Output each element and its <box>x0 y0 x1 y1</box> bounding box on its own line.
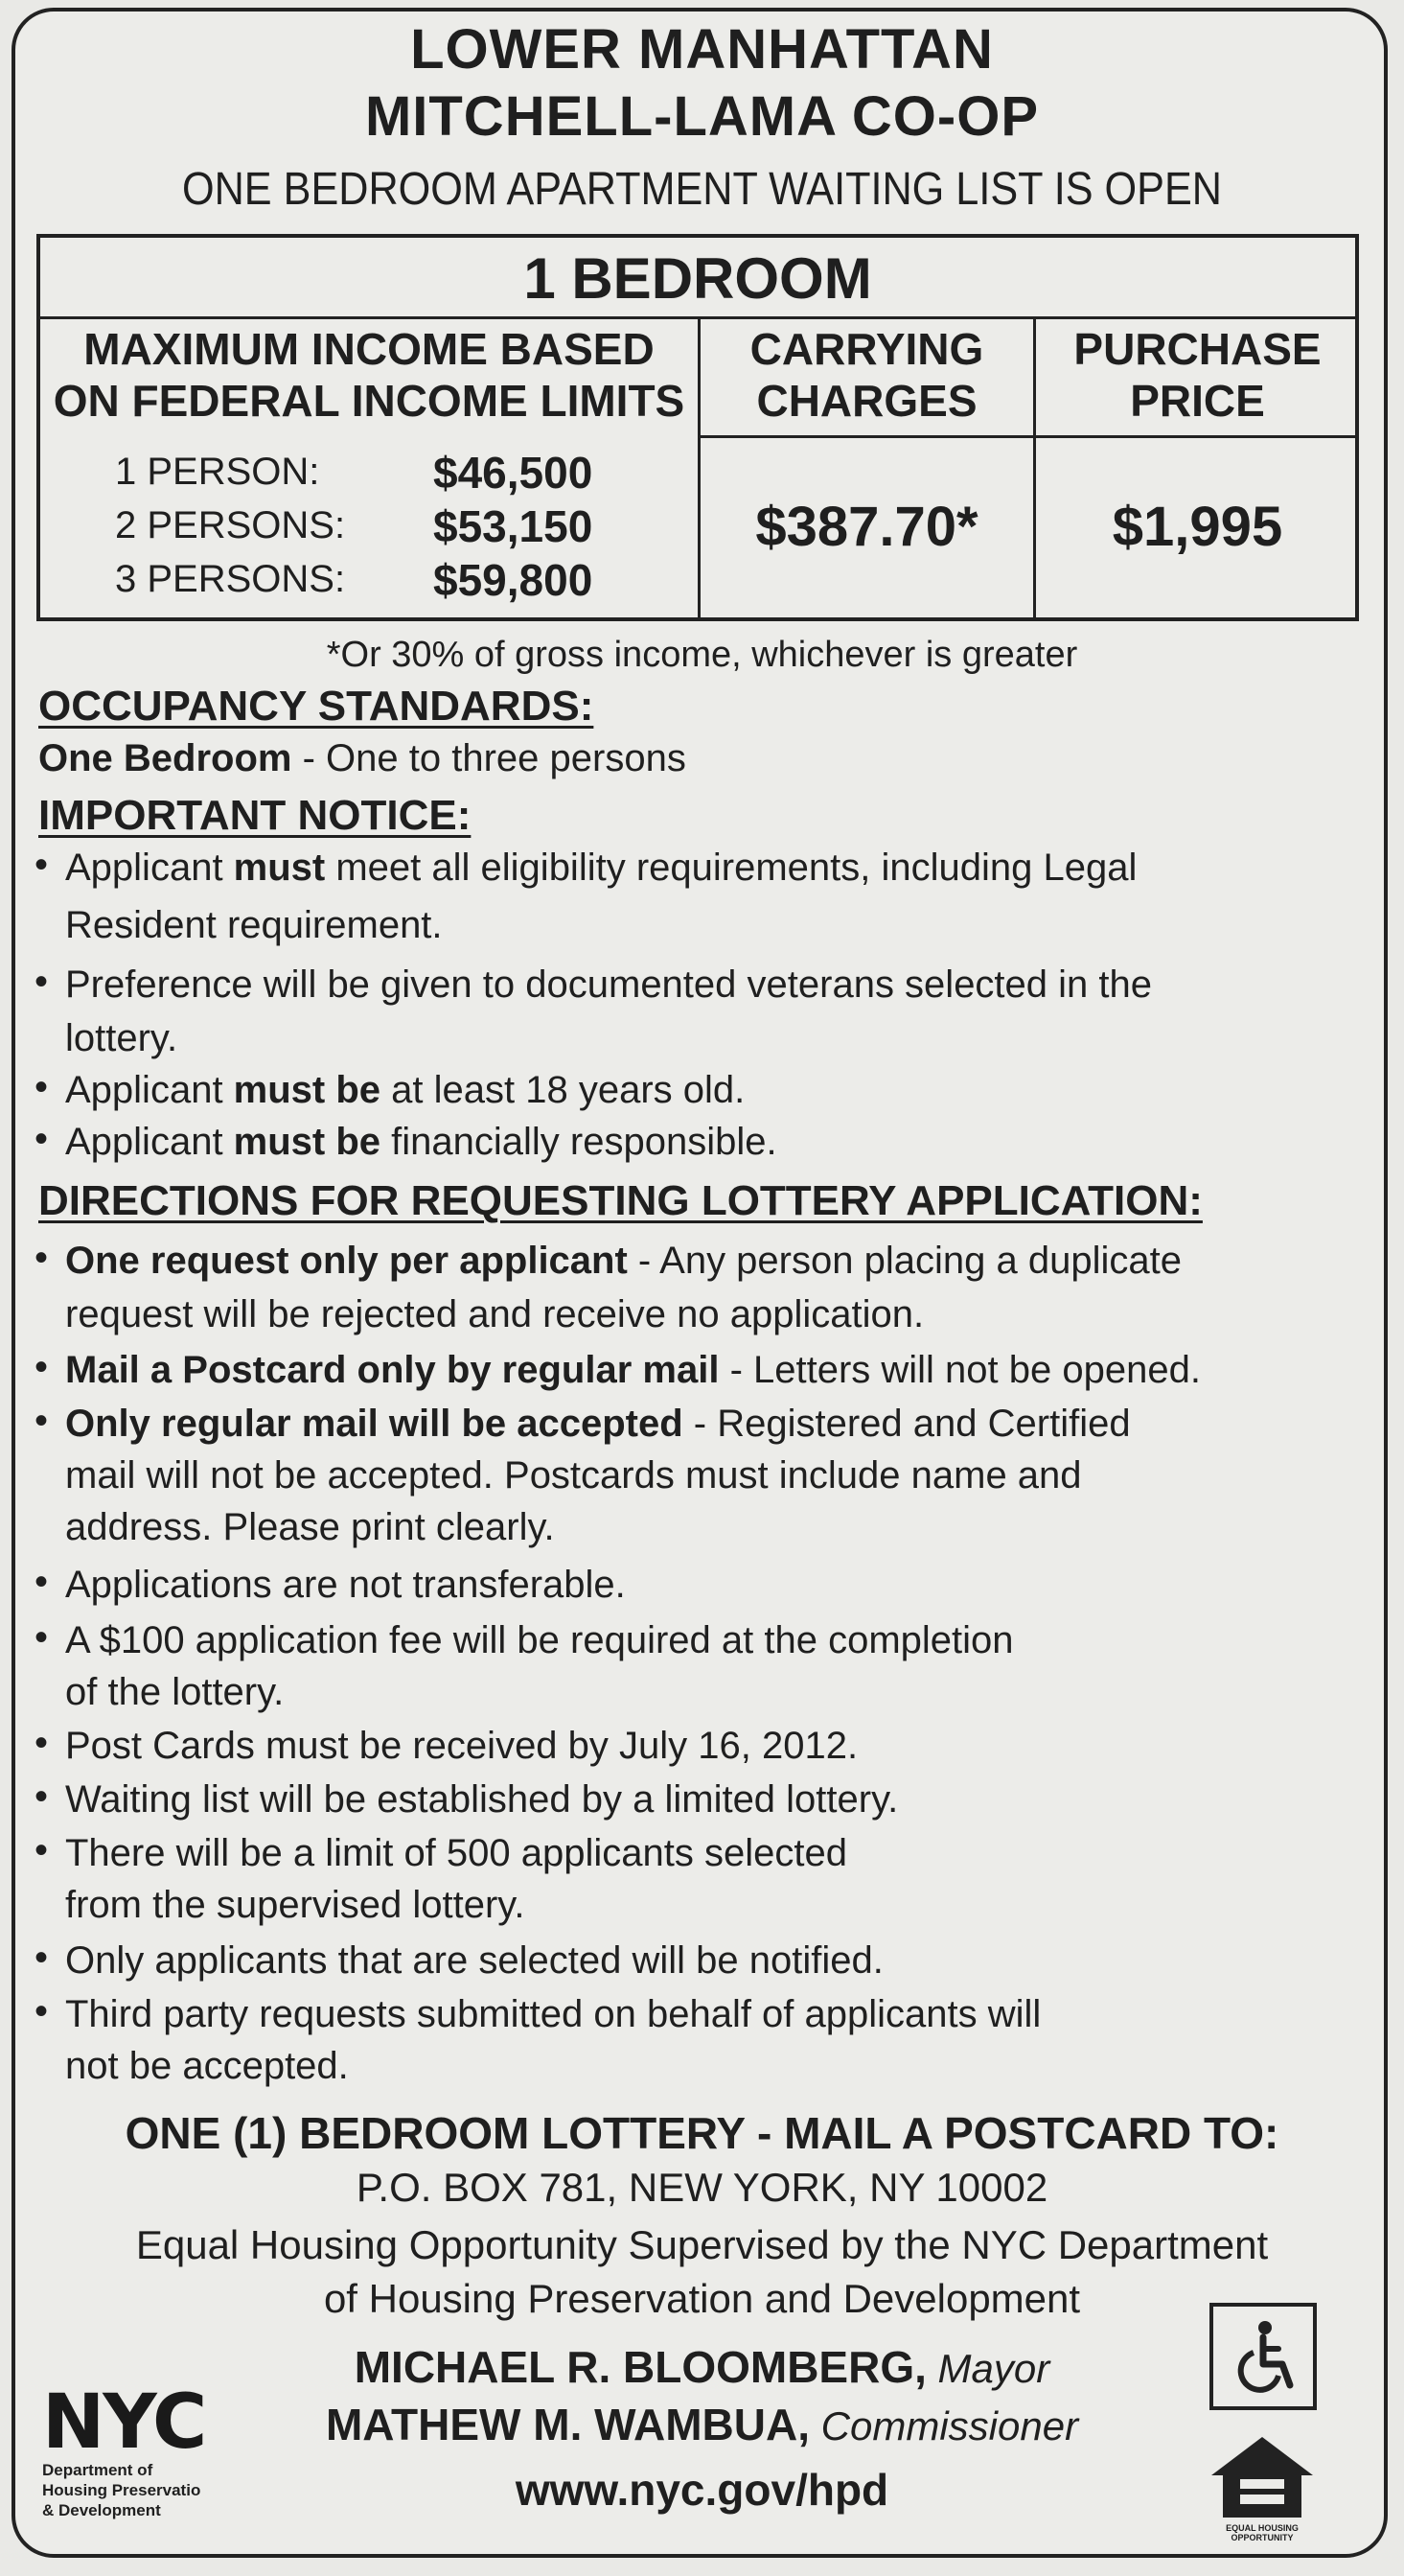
logo-line2: Housing Preservatio <box>42 2481 201 2499</box>
bullet: • <box>35 1346 49 1388</box>
carrying-header-line1: CARRYING <box>749 324 984 374</box>
direction-5-cont: of the lottery. <box>65 1671 285 1713</box>
bullet: • <box>35 1775 49 1818</box>
notice-item-4: Applicant must be financially responsible. <box>65 1121 777 1163</box>
title-line2: MITCHELL-LAMA CO-OP <box>364 85 1040 148</box>
notice-item-3: Applicant must be at least 18 years old. <box>65 1069 746 1111</box>
direction-4: Applications are not transferable. <box>65 1564 626 1606</box>
income-row-1-value: $46,500 <box>433 448 593 498</box>
direction-1: One request only per applicant - Any person placing a duplicate <box>65 1240 1182 1282</box>
direction-6: Post Cards must be received by July 16, 2012. <box>65 1725 859 1767</box>
commissioner-line <box>0 2399 1404 2450</box>
eho-line2: of Housing Preservation and Development <box>323 2276 1081 2321</box>
direction-8: There will be a limit of 500 applicants selected <box>65 1832 847 1874</box>
occupancy-text: - One to three persons <box>291 737 686 779</box>
mayor-title: Mayor <box>926 2346 1050 2391</box>
equal-housing-icon <box>1206 2431 1319 2546</box>
bullet: • <box>35 1990 49 2032</box>
website-link[interactable]: www.nyc.gov/hpd <box>515 2465 889 2515</box>
direction-8-cont: from the supervised lottery. <box>65 1884 525 1926</box>
income-row-1-label: 1 PERSON: <box>115 451 320 493</box>
direction-1-cont: request will be rejected and receive no application. <box>65 1293 925 1335</box>
logo-line1: Department of <box>42 2461 153 2479</box>
direction-5: A $100 application fee will be required at the completion <box>65 1619 1014 1661</box>
bullet: • <box>35 1829 49 1871</box>
notice-heading: IMPORTANT NOTICE: <box>38 792 472 839</box>
notice-item-1: Applicant must meet all eligibility requirements, including Legal <box>65 847 1138 889</box>
mail-heading: ONE (1) BEDROOM LOTTERY - MAIL A POSTCARD TO: <box>125 2108 1279 2158</box>
notice-item-1-cont: Resident requirement. <box>65 904 443 946</box>
eho-icon-text1: EQUAL HOUSING <box>1226 2523 1299 2533</box>
direction-9: Only applicants that are selected will be notified. <box>65 1939 884 1982</box>
price-header-line1: PURCHASE <box>1073 324 1322 374</box>
bullet: • <box>35 1237 49 1279</box>
purchase-price-value: $1,995 <box>1112 496 1283 558</box>
subtitle: ONE BEDROOM APARTMENT WAITING LIST IS OPEN <box>182 164 1222 215</box>
bullet: • <box>35 1118 49 1160</box>
notice-item-2-cont: lottery. <box>65 1017 178 1059</box>
carrying-header-line2: CHARGES <box>756 376 978 426</box>
income-header-line2: ON FEDERAL INCOME LIMITS <box>53 376 685 426</box>
bullet: • <box>35 1066 49 1108</box>
logo-line3: & Development <box>42 2501 161 2519</box>
direction-3-cont1: mail will not be accepted. Postcards must include name and <box>65 1454 1082 1497</box>
direction-3-cont2: address. Please print clearly. <box>65 1506 555 1548</box>
table-caption: 1 BEDROOM <box>523 246 872 311</box>
income-row-3-label: 3 PERSONS: <box>115 558 346 600</box>
direction-3: Only regular mail will be accepted - Registered and Certified <box>65 1403 1131 1445</box>
bullet: • <box>35 1937 49 1979</box>
bullet: • <box>35 1400 49 1442</box>
mayor-name: MICHAEL R. BLOOMBERG, <box>354 2342 927 2392</box>
mayor-line <box>0 2341 1404 2393</box>
notice-item-2: Preference will be given to documented veterans selected in the <box>65 963 1153 1006</box>
bullet: • <box>35 1561 49 1603</box>
eho-line1: Equal Housing Opportunity Supervised by the NYC Department <box>135 2222 1269 2267</box>
title-line1: LOWER MANHATTAN <box>410 18 994 81</box>
direction-10-cont: not be accepted. <box>65 2045 349 2087</box>
nyc-logo-text: NYC <box>42 2379 206 2466</box>
income-row-2-value: $53,150 <box>433 501 593 551</box>
income-row-2-label: 2 PERSONS: <box>115 504 346 546</box>
occupancy-heading: OCCUPANCY STANDARDS: <box>38 683 594 730</box>
direction-2: Mail a Postcard only by regular mail - Letters will not be opened. <box>65 1349 1201 1391</box>
commissioner-title: Commissioner <box>810 2403 1079 2448</box>
carrying-charges-value: $387.70* <box>755 496 978 558</box>
income-row-3-value: $59,800 <box>433 555 593 605</box>
bullet: • <box>35 844 49 886</box>
price-header-line2: PRICE <box>1130 376 1265 426</box>
bullet: • <box>35 1616 49 1659</box>
eho-icon-text2: OPPORTUNITY <box>1231 2533 1294 2542</box>
direction-10: Third party requests submitted on behalf of applicants will <box>65 1993 1042 2035</box>
commissioner-name: MATHEW M. WAMBUA, <box>325 2400 810 2449</box>
direction-7: Waiting list will be established by a limited lottery. <box>65 1778 899 1821</box>
nyc-hpd-logo <box>42 2379 206 2520</box>
pricing-table <box>36 234 1359 621</box>
occupancy-bold: One Bedroom <box>38 737 292 779</box>
mailing-address: P.O. BOX 781, NEW YORK, NY 10002 <box>356 2165 1048 2210</box>
directions-heading: DIRECTIONS FOR REQUESTING LOTTERY APPLICATION: <box>38 1177 1203 1224</box>
bullet: • <box>35 961 49 1003</box>
bullet: • <box>35 1722 49 1764</box>
occupancy-line <box>38 734 686 782</box>
wheelchair-icon <box>1209 2303 1317 2410</box>
income-header-line1: MAXIMUM INCOME BASED <box>83 324 655 374</box>
footnote: *Or 30% of gross income, whichever is greater <box>326 635 1078 675</box>
